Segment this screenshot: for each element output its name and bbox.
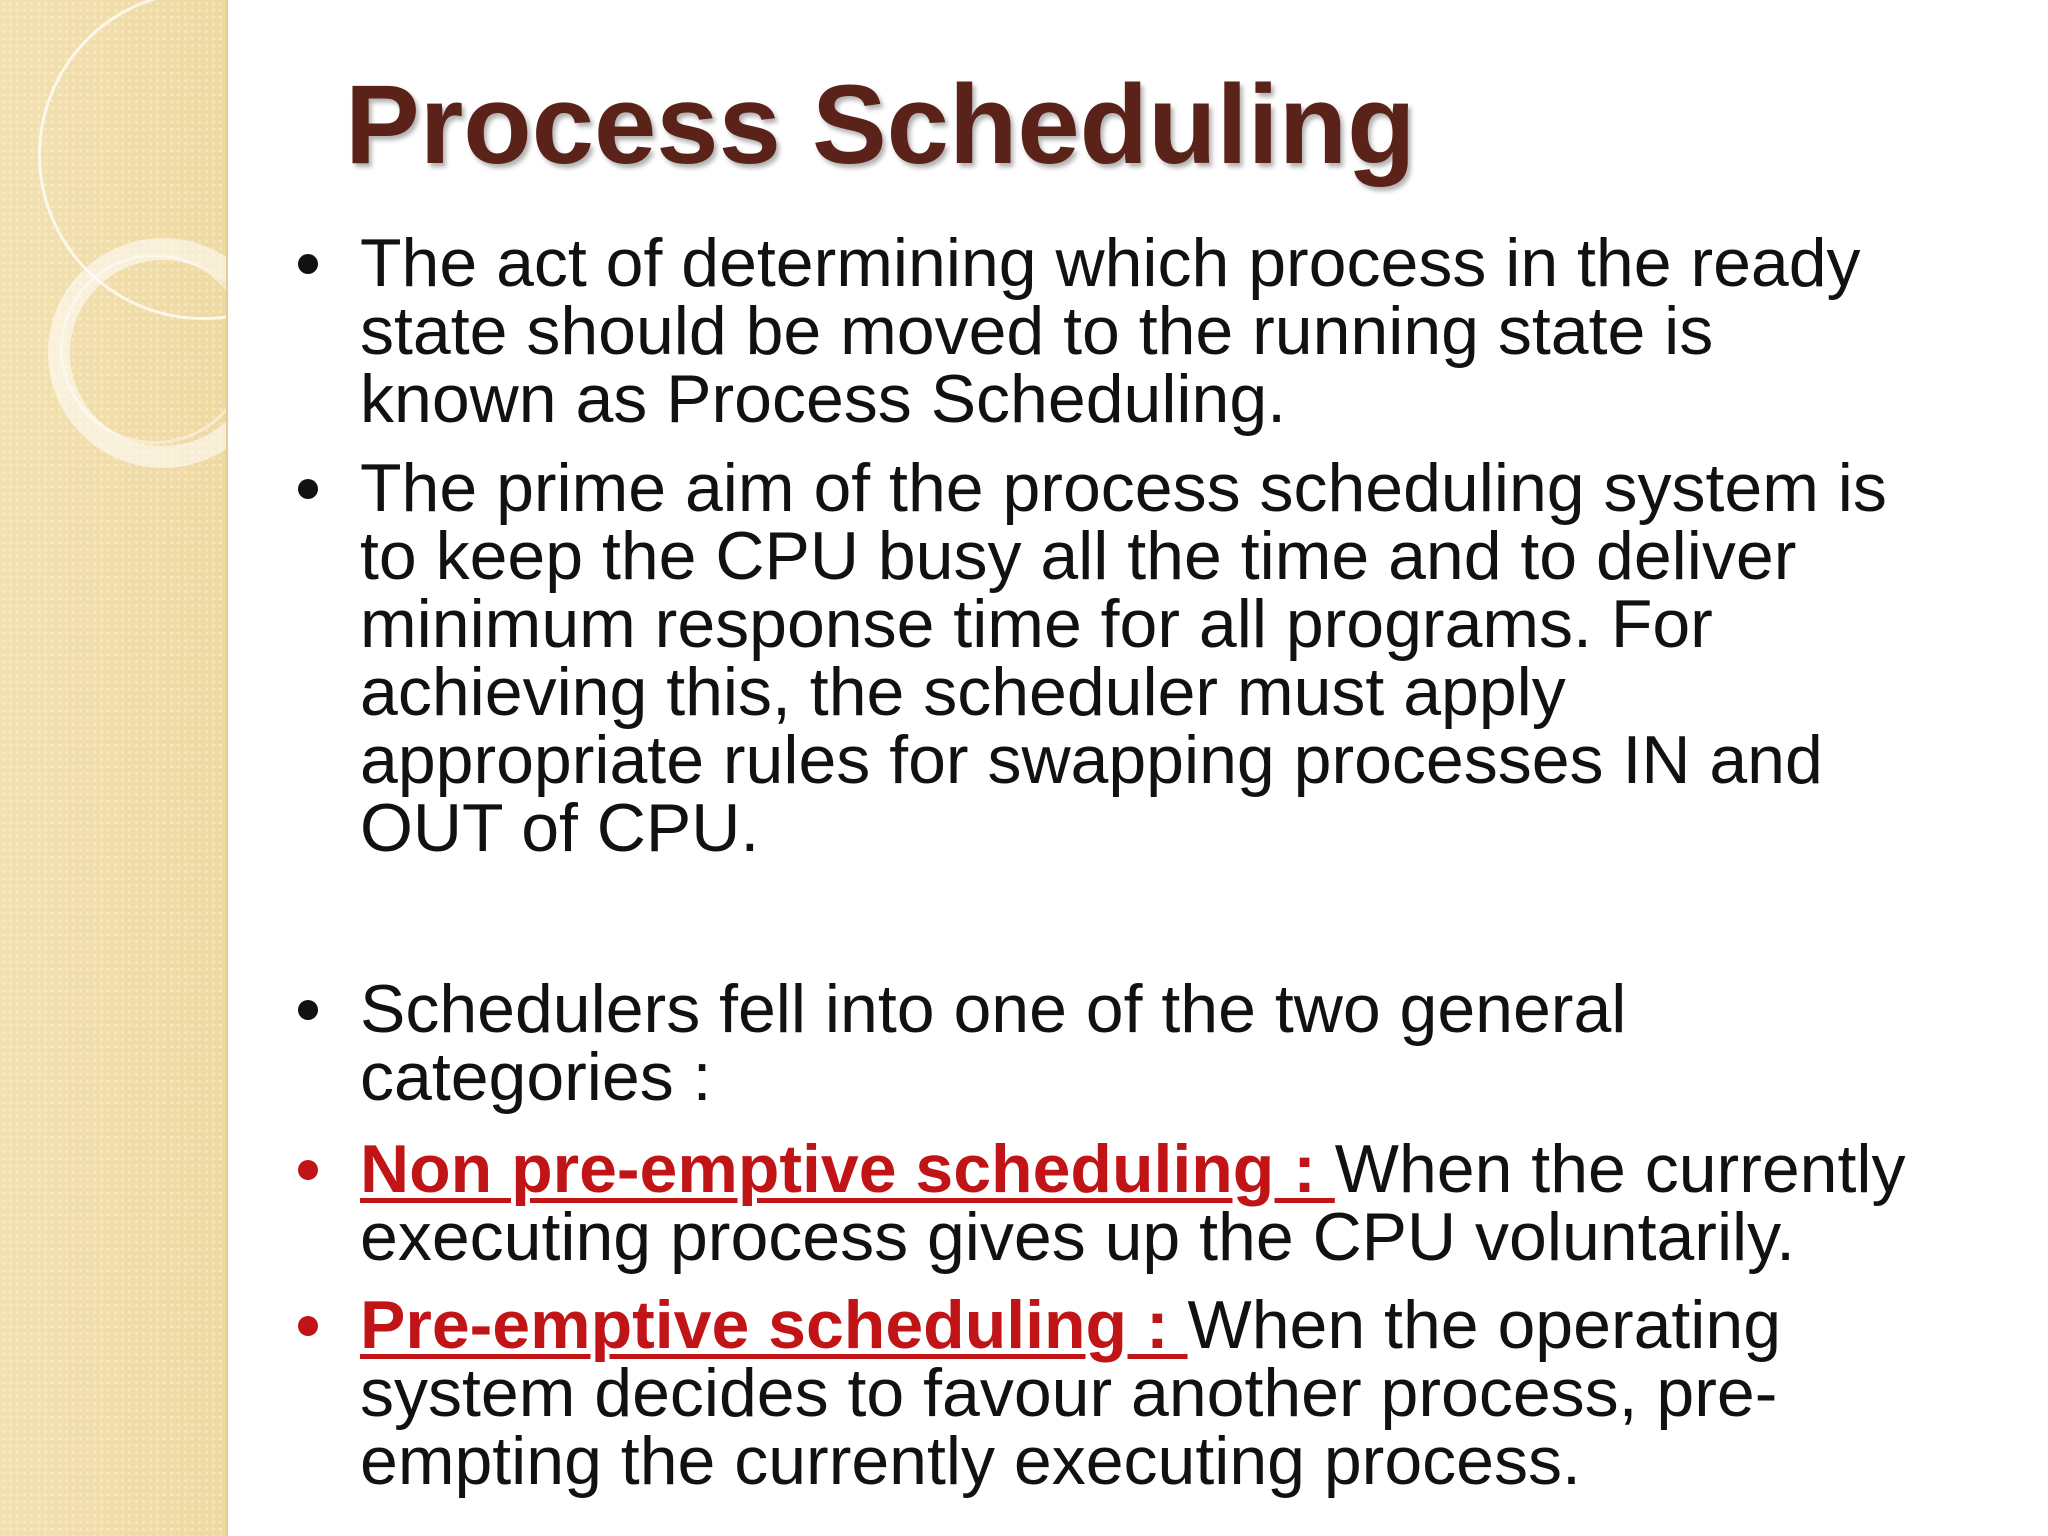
bullet-line: to keep the CPU busy all the time and to deliver [360, 518, 1797, 594]
bullet-line: state should be moved to the running state is [360, 293, 1714, 369]
bullet-line: categories : [360, 1039, 712, 1115]
bullet-line: empting the currently executing process. [360, 1423, 1581, 1499]
bullet-line: minimum response time for all programs. For [360, 586, 1713, 662]
bullet-line: The act of determining which process in the ready [360, 225, 1861, 301]
bullet-icon [298, 479, 318, 499]
bullet-line: Schedulers fell into one of the two general [360, 971, 1627, 1047]
bullet-icon [298, 1160, 318, 1180]
bullet-line: known as Process Scheduling. [360, 361, 1287, 437]
bullet-item-categories [360, 971, 2000, 1115]
bullet-line: The prime aim of the process scheduling system is [360, 450, 1887, 526]
decorative-rings [0, 0, 228, 560]
bullet-line [360, 1131, 2000, 1207]
bullet-line: achieving this, the scheduler must apply [360, 654, 1566, 730]
bullet-line: appropriate rules for swapping processes IN and [360, 722, 1823, 798]
bullet-line [360, 1287, 2000, 1363]
bullet-icon [298, 1316, 318, 1336]
bullet-icon [298, 254, 318, 274]
side-panel-edge [226, 0, 228, 1536]
slide-title: Process Scheduling [345, 62, 1416, 187]
bullet-line: OUT of CPU. [360, 790, 760, 866]
term-preemptive: Pre-emptive scheduling : [360, 1287, 1188, 1363]
term-definition: When the operating [1187, 1287, 1782, 1363]
bullet-icon [298, 1000, 318, 1020]
bullet-line: system decides to favour another process, pre- [360, 1355, 1778, 1431]
term-non-preemptive: Non pre-emptive scheduling : [360, 1131, 1335, 1207]
bullet-item-definition [360, 225, 2000, 437]
decorative-side-panel [0, 0, 228, 1536]
term-definition: When the currently [1334, 1131, 1906, 1207]
bullet-item-non-preemptive [360, 1131, 2000, 1275]
bullet-line: executing process gives up the CPU voluntarily. [360, 1199, 1796, 1275]
bullet-item-prime-aim [360, 450, 2000, 866]
bullet-item-preemptive [360, 1287, 2000, 1499]
